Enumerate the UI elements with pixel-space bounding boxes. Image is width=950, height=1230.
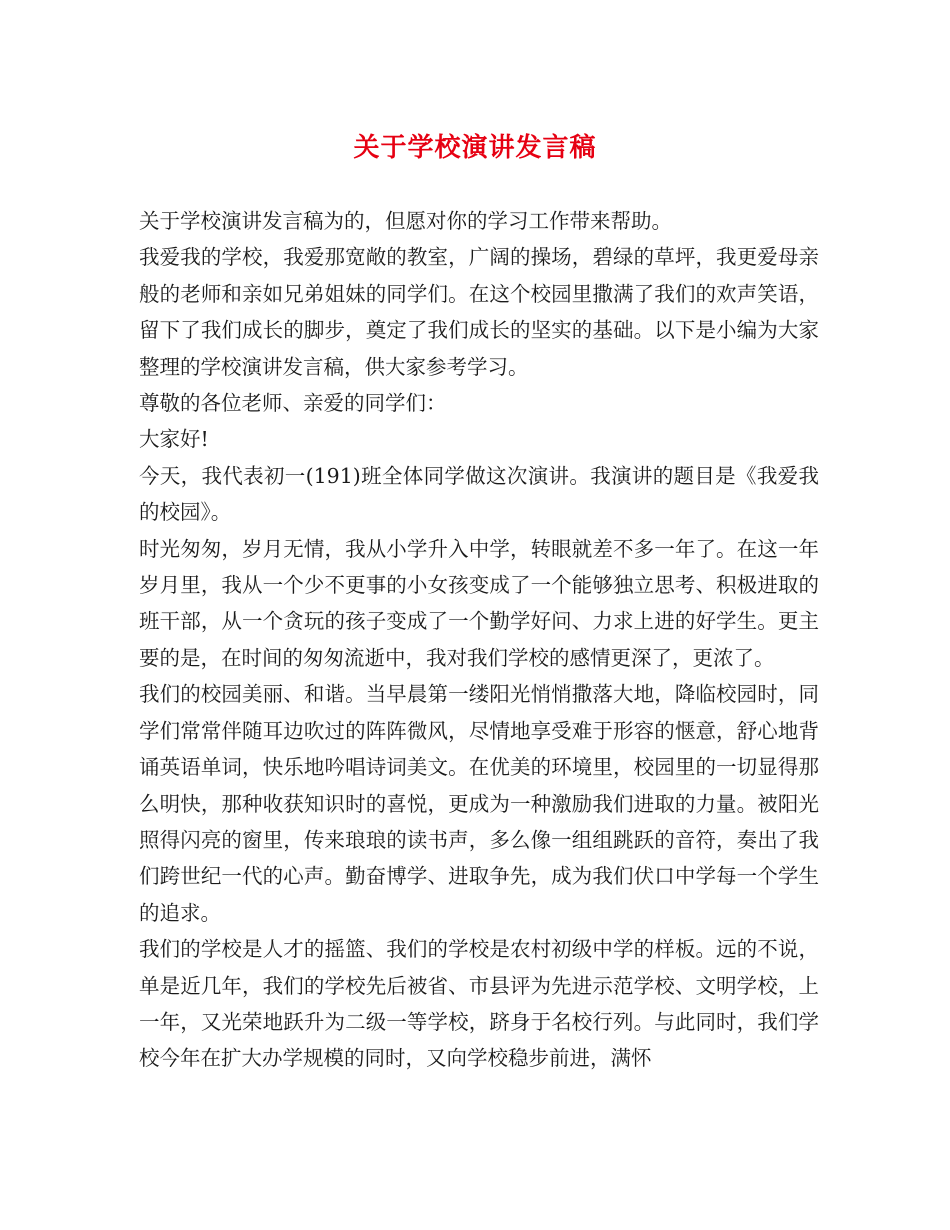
paragraph-greeting: 大家好!	[139, 427, 209, 452]
paragraph-campus-beauty: 我们的校园美丽、和谐。当早晨第一缕阳光悄悄撒落大地，降临校园时，同学们常常伴随耳边吹过的阵阵微风，尽情地享受难于形容的惬意，舒心地背诵英语单词，快乐地吟唱诗词美文。在优美的环境里，校园里的一切显得那么明快，那种收获知识时的喜悦，更成为一种激励我们进取的力量。被阳光照得闪亮的窗里，传来琅琅的读书声，多么像一组组跳跃的音符，奏出了我们跨世纪一代的心声。勤奋博学、进取争先，成为我们伏口中学每一个学生的追求。	[139, 682, 819, 925]
document-title: 关于学校演讲发言稿	[353, 133, 597, 163]
paragraph-love-school: 我爱我的学校，我爱那宽敞的教室，广阔的操场，碧绿的草坪，我更爱母亲般的老师和亲如兄弟姐妹的同学们。在这个校园里撒满了我们的欢声笑语，留下了我们成长的脚步，奠定了我们成长的坚实的基础。以下是小编为大家整理的学校演讲发言稿，供大家参考学习。	[139, 245, 819, 379]
paragraph-speech-topic: 今天，我代表初一(191)班全体同学做这次演讲。我演讲的题目是《我爱我的校园》。	[139, 463, 819, 525]
paragraph-salutation: 尊敬的各位老师、亲爱的同学们：	[139, 391, 447, 416]
paragraph-time-passes: 时光匆匆，岁月无情，我从小学升入中学，转眼就差不多一年了。在这一年岁月里，我从一个少不更事的小女孩变成了一个能够独立思考、积极进取的班干部，从一个贪玩的孩子变成了一个勤学好问、力求上进的好学生。更主要的是，在时间的匆匆流逝中，我对我们学校的感情更深了，更浓了。	[139, 536, 819, 670]
paragraph-school-honors: 我们的学校是人才的摇篮、我们的学校是农村初级中学的样板。远的不说，单是近几年，我们的学校先后被省、市县评为先进示范学校、文明学校，上一年，又光荣地跃升为二级一等学校，跻身于名校行列。与此同时，我们学校今年在扩大办学规模的同时，又向学校稳步前进，满怀	[139, 937, 819, 1071]
document-body	[139, 203, 819, 1077]
paragraph-intro: 关于学校演讲发言稿为的，但愿对你的学习工作带来帮助。	[139, 209, 672, 233]
